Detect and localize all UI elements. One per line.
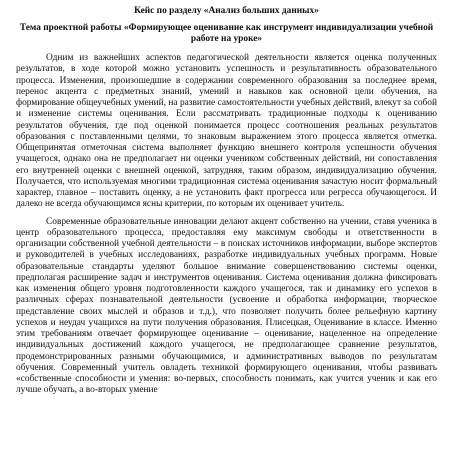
document-title: Кейс по разделу «Анализ больших данных»	[134, 6, 319, 16]
paragraph-2: Современные образовательные инновации делают акцент собственно на учении, ставя ученика в центр образовательного процесса, предоставляя ему максимум свободы и ответственности в организации собственной учебной деятельности – в поисках источников информации, выборе экспертов и руководителей в учебных исследованиях, разработке индивидуальных учебных программ. Новые образовательные стандарты уделяют большое внимание совершенствованию системы оценки, предполагая расширение задач и инструментов оценивания. Система оценивания должна фиксировать как изменения общего уровня подготовленности каждого учащегося, так и динамику его успехов в различных сферах познавательной деятельности (усвоение и обработка информации, творческое представление своих мыслей и образов и т.д.), что позволяет получить более рельефную картину успехов и неудач учащихся на пути получения образования. Плисецкая, Оценивание в классе. Именно этим требованиям отвечает формирующее оценивание – оценивание, нацеленное на определение индивидуальных достижений каждого учащегося, не предполагающее сравнение результатов, продемонстрированных разными обучающимися, и административных выводов по результатам обучения. Современный учитель овладеть техникой формирующего оценивания, чтобы развивать «собственные способности и умения: во-первых, способность понимать, как учится ученик и как его лучше обучать, а во-вторых умение	[16, 216, 437, 396]
document-subtitle: Тема проектной работы «Формирующее оценивание как инструмент индивидуализации учебной работе на уроке»	[19, 23, 434, 44]
paragraph-1: Одним из важнейших аспектов педагогической деятельности является оценка полученных результатов, в ходе которой можно установить успешность и результативность образовательного процесса. Изменения, произошедшие в содержании современного образования за последнее время, перенос акцента с предметных знаний, умений и навыков как основной цели обучения, на формирование общеучебных умений, на развитие самостоятельности учебных действий, влекут за собой и изменение системы оценивания. Если рассматривать традиционные подходы к оцениванию результатов обучения, где под оценкой понимается процесс соотношения реальных результатов образования с поставленными целями, то знаковым выражением этого процесса является отметка. Общепринятая отметочная система выполняет функцию внешнего контроля успешности обучения учащегося, однако она не предполагает ни оценки учеником собственных действий, ни сопоставления его внутренней оценки с внешней оценкой, затрудняя, таким образом, индивидуализацию обучения. Получается, что используемая многими традиционная система оценивания зачастую носит формальный характер, главное – поставить оценку, а не установить факт прогресса или регресса обучающегося. И далеко не всегда обучающимся ясны критерии, по которым их оценивает учитель.	[16, 53, 437, 210]
